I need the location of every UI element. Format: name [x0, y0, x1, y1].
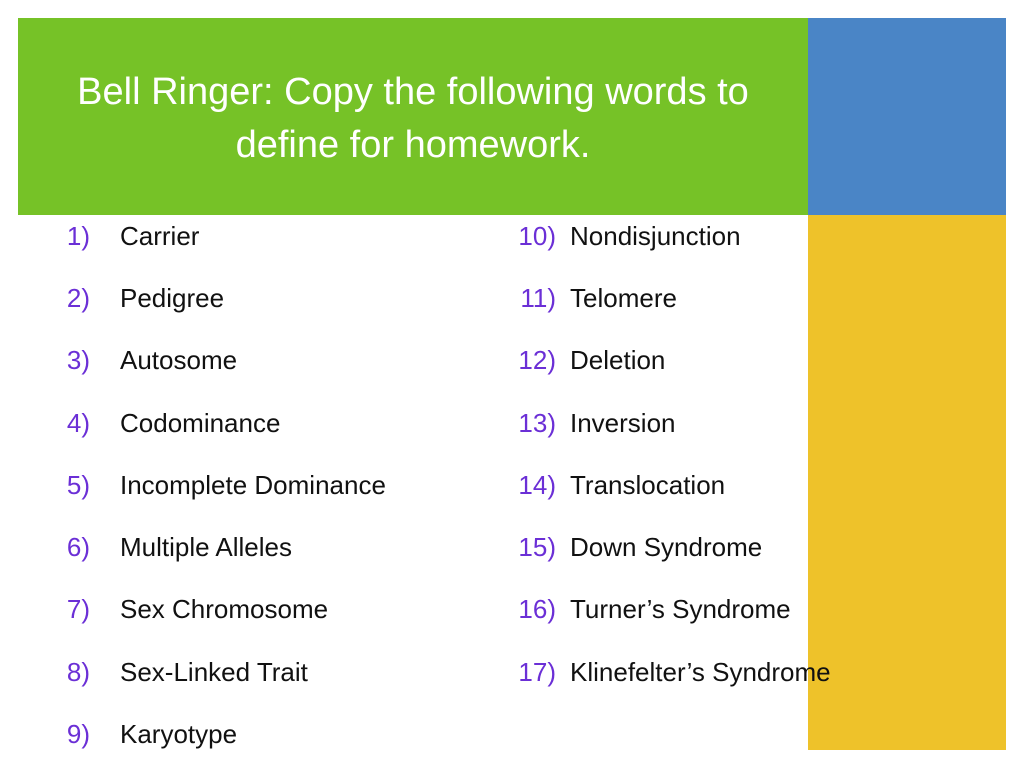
list-item: [28, 392, 386, 454]
item-term: Autosome: [120, 345, 238, 376]
list-item: [490, 267, 831, 329]
item-term: Nondisjunction: [570, 220, 741, 251]
item-number: 16): [518, 594, 556, 625]
yellow-accent-block: [808, 215, 1006, 750]
slide-title: [18, 66, 808, 172]
item-number: 3): [66, 345, 90, 376]
item-term: Inversion: [570, 407, 676, 438]
item-number: 14): [518, 469, 556, 500]
item-term: Down Syndrome: [570, 532, 763, 563]
vocab-list-right: [490, 205, 831, 703]
item-number: 7): [66, 594, 90, 625]
list-item: [490, 454, 831, 516]
list-item: [28, 703, 386, 765]
item-number: 1): [66, 220, 90, 251]
item-number: 2): [66, 282, 90, 313]
item-term: Turner’s Syndrome: [570, 594, 791, 625]
item-term: Klinefelter’s Syndrome: [570, 656, 831, 687]
list-item: [28, 454, 386, 516]
item-term: Pedigree: [120, 282, 225, 313]
item-term: Carrier: [120, 220, 200, 251]
item-number: 9): [66, 719, 90, 750]
item-number: 15): [518, 532, 556, 563]
list-item: [28, 267, 386, 329]
item-term: Multiple Alleles: [120, 532, 292, 563]
item-number: 13): [518, 407, 556, 438]
list-item: [28, 641, 386, 703]
item-term: Deletion: [570, 345, 666, 376]
item-term: Translocation: [570, 469, 726, 500]
blue-accent-block: [808, 18, 1006, 215]
list-item: [28, 205, 386, 267]
list-item: [28, 516, 386, 578]
item-number: 10): [518, 220, 556, 251]
item-term: Sex-Linked Trait: [120, 656, 308, 687]
item-number: 6): [66, 532, 90, 563]
list-item: [490, 579, 831, 641]
item-term: Karyotype: [120, 719, 238, 750]
list-item: [490, 641, 831, 703]
list-item: [490, 392, 831, 454]
slide-title-line-1: Bell Ringer: Copy the following words to: [77, 71, 749, 113]
item-term: Sex Chromosome: [120, 594, 329, 625]
item-number: 11): [520, 282, 556, 313]
list-item: [490, 516, 831, 578]
list-item: [28, 579, 386, 641]
list-item: [28, 330, 386, 392]
list-item: [490, 205, 831, 267]
item-term: Telomere: [570, 282, 677, 313]
slide-title-line-2: define for homework.: [235, 124, 591, 166]
item-term: Incomplete Dominance: [120, 469, 386, 500]
item-number: 17): [518, 656, 556, 687]
vocab-list-left: [28, 205, 386, 766]
item-number: 4): [66, 407, 90, 438]
item-term: Codominance: [120, 407, 281, 438]
item-number: 8): [66, 656, 90, 687]
item-number: 12): [518, 345, 556, 376]
list-item: [490, 330, 831, 392]
item-number: 5): [66, 469, 90, 500]
